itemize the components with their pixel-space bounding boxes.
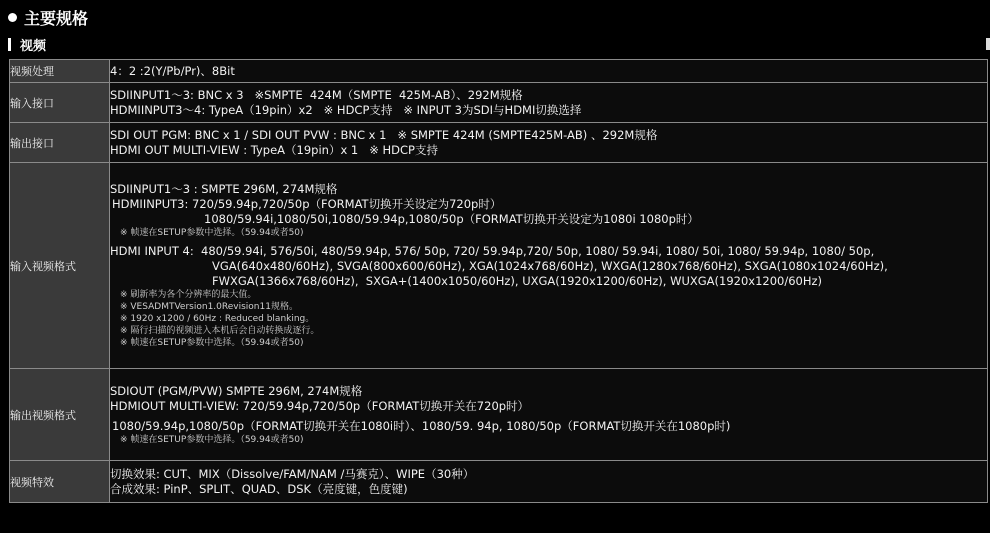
row-label: 视频处理: [10, 60, 110, 83]
spec-line: 1080/59.94i,1080/50i,1080/59.94p,1080/50p（FORMAT切换开关设定为1080i 1080p时）: [204, 212, 699, 226]
spec-note: ※ 刷新率为各个分辨率的最大值。: [120, 290, 257, 300]
spec-line: 切换效果: CUT、MIX（Dissolve/FAM/NAM /马赛克）、WIPE（30种）: [110, 466, 475, 481]
row-label: 输入视频格式: [10, 163, 110, 369]
page-title: [8, 6, 88, 28]
section-title: [8, 35, 46, 53]
spec-row-effects: [10, 461, 988, 503]
row-content: [110, 83, 988, 123]
page-title-text: 主要规格: [24, 8, 89, 28]
spec-row-input-interface: [10, 83, 988, 123]
bullet-icon: [8, 13, 17, 22]
spec-line: SDIOUT (PGM/PVW) SMPTE 296M, 274M规格: [110, 383, 363, 398]
spec-line: HDMIOUT MULTI-VIEW: 720/59.94p,720/50p（FORMAT切换开关在720p时）: [110, 398, 530, 413]
spec-row-input-format: [10, 163, 988, 369]
spec-table: [9, 59, 988, 503]
spec-line: VGA(640x480/60Hz), SVGA(800x600/60Hz), XGA(1024x768/60Hz), WXGA(1280x768/60Hz), SXGA(1080x1024/60Hz),: [212, 259, 888, 273]
spec-line: 4：2 :2(Y/Pb/Pr)、8Bit: [110, 63, 235, 78]
spec-note: ※ VESADMTVersion1.0Revision11规格。: [120, 302, 298, 312]
spec-line: HDMI OUT MULTI-VIEW : TypeA（19pin）x 1 ※ HDCP支持: [110, 142, 438, 157]
row-content: [110, 163, 988, 369]
row-content: [110, 461, 988, 503]
edge-marker: [986, 38, 990, 50]
spec-note: ※ 帧速在SETUP参数中选择。（59.94或者50): [120, 338, 304, 348]
row-content: [110, 60, 988, 83]
spec-line: SDI OUT PGM: BNC x 1 / SDI OUT PVW : BNC x 1 ※ SMPTE 424M (SMPTE425M-AB) 、292M规格: [110, 127, 658, 142]
section-title-text: 视频: [20, 38, 47, 54]
row-label: 输入接口: [10, 83, 110, 123]
spec-line: SDIINPUT1～3: BNC x 3 ※SMPTE 424M（SMPTE 425M-AB）、292M规格: [110, 87, 523, 102]
row-label: 视频特效: [10, 461, 110, 503]
row-label: 输出视频格式: [10, 369, 110, 461]
spec-line: SDIINPUT1～3 : SMPTE 296M, 274M规格: [110, 182, 338, 196]
spec-line: 1080/59.94p,1080/50p（FORMAT切换开关在1080i时）、1080/59. 94p, 1080/50p（FORMAT切换开关在1080p时): [112, 418, 731, 433]
row-label: 输出接口: [10, 123, 110, 163]
spec-line: 合成效果: PinP、SPLIT、QUAD、DSK（亮度键，色度键): [110, 481, 408, 496]
spec-note: ※ 隔行扫描的视频进入本机后会自动转换成逐行。: [120, 326, 320, 336]
spec-note: ※ 帧速在SETUP参数中选择。（59.94或者50): [120, 228, 304, 238]
section-bar-icon: [8, 38, 11, 51]
row-content: [110, 123, 988, 163]
spec-row-processing: [10, 60, 988, 83]
row-content: [110, 369, 988, 461]
spec-row-output-format: [10, 369, 988, 461]
spec-line: HDMIINPUT3: 720/59.94p,720/50p（FORMAT切换开关设定为720p时）: [112, 197, 502, 211]
spec-note: ※ 帧速在SETUP参数中选择。（59.94或者50): [120, 434, 304, 445]
spec-row-output-interface: [10, 123, 988, 163]
spec-line: HDMIINPUT3～4: TypeA（19pin）x2 ※ HDCP支持 ※ INPUT 3为SDI与HDMI切换选择: [110, 102, 582, 117]
spec-note: ※ 1920 x1200 / 60Hz : Reduced blanking。: [120, 314, 315, 324]
spec-line: FWXGA(1366x768/60Hz), SXGA+(1400x1050/60Hz), UXGA(1920x1200/60Hz), WUXGA(1920x1200/60Hz): [212, 274, 823, 288]
spec-line: HDMI INPUT 4: 480/59.94i, 576/50i, 480/59.94p, 576/ 50p, 720/ 59.94p,720/ 50p, 1080/ 59.94i, 1080/ 50i, 1080/ 59.94p, 1080/ 50p,: [110, 244, 875, 258]
